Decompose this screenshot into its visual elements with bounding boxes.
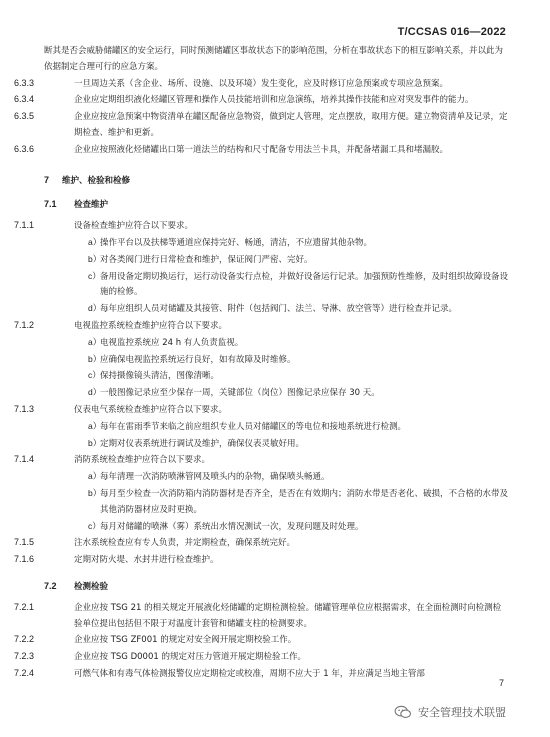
clause-number: 6.3.4 (14, 94, 35, 105)
clause-7-2-2 (14, 632, 508, 649)
clause-text: 企业应按照液化烃储罐出口第一道法兰的结构和尺寸配备专用法兰卡具，并配备堵漏工具和堵漏胶。 (74, 144, 449, 155)
list-text: 每月对储罐的喷淋（雾）系统出水情况测试一次，发现问题及时处理。 (100, 521, 364, 532)
section-number: 7 (44, 174, 50, 185)
list-item (44, 301, 508, 318)
clause-text: 仪表电气系统检查维护应符合以下要求。 (74, 404, 228, 415)
list-text: 每年应组织人员对储罐及其接管、附件（包括阀门、法兰、导淋、放空管等）进行检查并记录。 (100, 304, 458, 315)
list-text: 每年在雷雨季节来临之前应组织专业人员对储罐区的等电位和接地系统进行检测。 (100, 421, 407, 432)
page-number: 7 (498, 678, 504, 688)
list-text: 应确保电视监控系统运行良好，如有故障及时维修。 (100, 354, 296, 365)
list-item (44, 335, 508, 352)
clause-7-1-5 (14, 535, 508, 552)
list-item (44, 352, 508, 369)
clause-6-3-4 (14, 92, 508, 109)
clause-number: 6.3.6 (14, 143, 35, 154)
clause-text: 企业应按 TSG D0001 的规定对压力管道开展定期检验工作。 (74, 652, 306, 663)
subsection-title: 检查维护 (74, 200, 109, 211)
list-text: 定期对仪表系统进行调试及维护，确保仪表灵敏好用。 (100, 438, 305, 449)
list-text: 对各类阀门进行日常检查和维护，保证阀门严密、完好。 (100, 254, 313, 265)
clause-number: 7.1.4 (14, 454, 35, 465)
clause-number: 7.2.2 (14, 634, 35, 645)
clause-text: 设备检查维护应符合以下要求。 (74, 221, 194, 232)
section-7-heading (44, 173, 508, 190)
watermark (394, 704, 506, 720)
clause-number: 7.1.1 (14, 220, 35, 231)
section-title: 维护、检验和检修 (62, 175, 131, 186)
list-item (44, 469, 508, 486)
clause-text: 可燃气体和有毒气体检测报警仪应定期检定或校准，周期不应大于 1 年，并应满足当地主管部 (74, 668, 425, 679)
list-text: 电视监控系统应 24 h 有人负责监视。 (100, 337, 244, 348)
list-text: 备用设备定期切换运行，运行动设备实行点检，并做好设备运行记录。加强预防性维修，及时组织故障设备设施的检修。 (100, 271, 509, 298)
clause-7-1-4 (14, 452, 508, 469)
clause-text: 定期对防火堤、水封井进行检查维护。 (74, 555, 219, 566)
subsection-number: 7.2 (44, 580, 57, 591)
list-item (44, 368, 508, 385)
clause-6-3-6 (14, 142, 508, 159)
subsection-title: 检测检验 (74, 581, 109, 592)
clause-6-3-3 (14, 76, 508, 93)
list-item (44, 235, 508, 252)
list-marker: c） (88, 370, 101, 381)
list-text: 每年清理一次消防喷淋管网及喷头内的杂物，确保喷头畅通。 (100, 472, 330, 483)
clause-text: 企业应按应急预案中物资清单在罐区配备应急物资，做到定人管理，定点摆放，取用方便。建立物资清单及记录，定期检查、维护和更新。 (74, 112, 508, 138)
clause-number: 7.2.4 (14, 667, 35, 678)
list-item (44, 519, 508, 536)
list-marker: b） (88, 437, 102, 448)
list-marker: a） (88, 420, 102, 431)
clause-text: 一旦周边关系（含企业、场所、设施、以及环境）发生变化，应及时修订应急预案或专项应急预案。 (74, 78, 449, 89)
list-text: 一般图像记录应至少保存一周，关键部位（岗位）图像记录应保存 30 天。 (100, 388, 380, 399)
list-item (44, 486, 508, 519)
list-item (44, 385, 508, 402)
list-marker: a） (88, 471, 102, 482)
clause-number: 7.1.2 (14, 319, 35, 330)
clause-text: 企业应按 TSG 21 的相关规定开展液化烃储罐的定期检测检验。储罐管理单位应根据需求，在全面检测时向检测检验单位提出包括但不限于对温度计套管和储罐支柱的检测要求。 (74, 602, 502, 629)
clause-text: 企业应定期组织液化烃罐区管理和操作人员技能培训和应急演练，培养其操作技能和应对突发事件的能力。 (74, 95, 474, 106)
clause-6-3-5 (14, 109, 508, 142)
list-marker: b） (88, 353, 102, 364)
clause-7-1-2 (14, 318, 508, 335)
list-marker: a） (88, 236, 102, 247)
subsection-7-2-heading (44, 579, 508, 596)
clause-number: 6.3.3 (14, 77, 35, 88)
clause-7-2-1 (14, 600, 508, 633)
clause-text: 企业应按 TSG ZF001 的规定对安全阀开展定期校验工作。 (74, 635, 297, 646)
list-marker: b） (88, 487, 102, 498)
list-item (44, 269, 508, 302)
list-item (44, 419, 508, 436)
list-marker: a） (88, 336, 102, 347)
clause-number: 7.2.3 (14, 651, 35, 662)
clause-7-1-3 (14, 402, 508, 419)
list-marker: d） (88, 387, 102, 398)
clause-number: 7.1.3 (14, 403, 35, 414)
list-marker: d） (88, 303, 102, 314)
list-text: 保持摄像镜头清洁，图像清晰。 (100, 371, 220, 382)
document-code: T/CCSAS 016—2022 (397, 26, 506, 38)
clause-7-1-1 (14, 218, 508, 235)
wechat-icon (394, 705, 412, 719)
subsection-7-1-heading (44, 197, 508, 214)
watermark-text: 安全管理技术联盟 (418, 706, 506, 719)
clause-number: 7.2.1 (14, 601, 35, 612)
list-item (44, 252, 508, 269)
list-marker: c） (88, 520, 101, 531)
clause-7-2-4 (14, 666, 508, 683)
list-marker: b） (88, 253, 102, 264)
clause-text: 注水系统检查应有专人负责，并定期检查，确保系统完好。 (74, 538, 296, 549)
clause-number: 7.1.6 (14, 554, 35, 565)
clause-text: 电视监控系统检查维护应符合以下要求。 (74, 320, 228, 331)
list-text: 每月至少检查一次消防箱内消防器材是否齐全，是否在有效期内；消防水带是否老化、破损，不合格的水带及其他消防器材应及时更换。 (100, 488, 509, 515)
intro-paragraph: 断其是否会威胁储罐区的安全运行，同时预测储罐区事故状态下的影响范围，分析在事故状态下的相互影响关系，并以此为依据制定合理可行的应急方案。 (44, 46, 504, 72)
list-marker: c） (88, 270, 101, 281)
clause-text: 消防系统检查维护应符合以下要求。 (74, 455, 211, 466)
list-text: 操作平台以及扶梯等通道应保持完好、畅通，清洁，不应遗留其他杂物。 (100, 237, 373, 248)
clause-7-2-3 (14, 649, 508, 666)
clause-number: 7.1.5 (14, 537, 35, 548)
clause-number: 6.3.5 (14, 111, 35, 122)
clause-7-1-6 (14, 552, 508, 569)
document-body (14, 44, 509, 683)
list-item (44, 436, 508, 453)
subsection-number: 7.1 (44, 199, 57, 210)
